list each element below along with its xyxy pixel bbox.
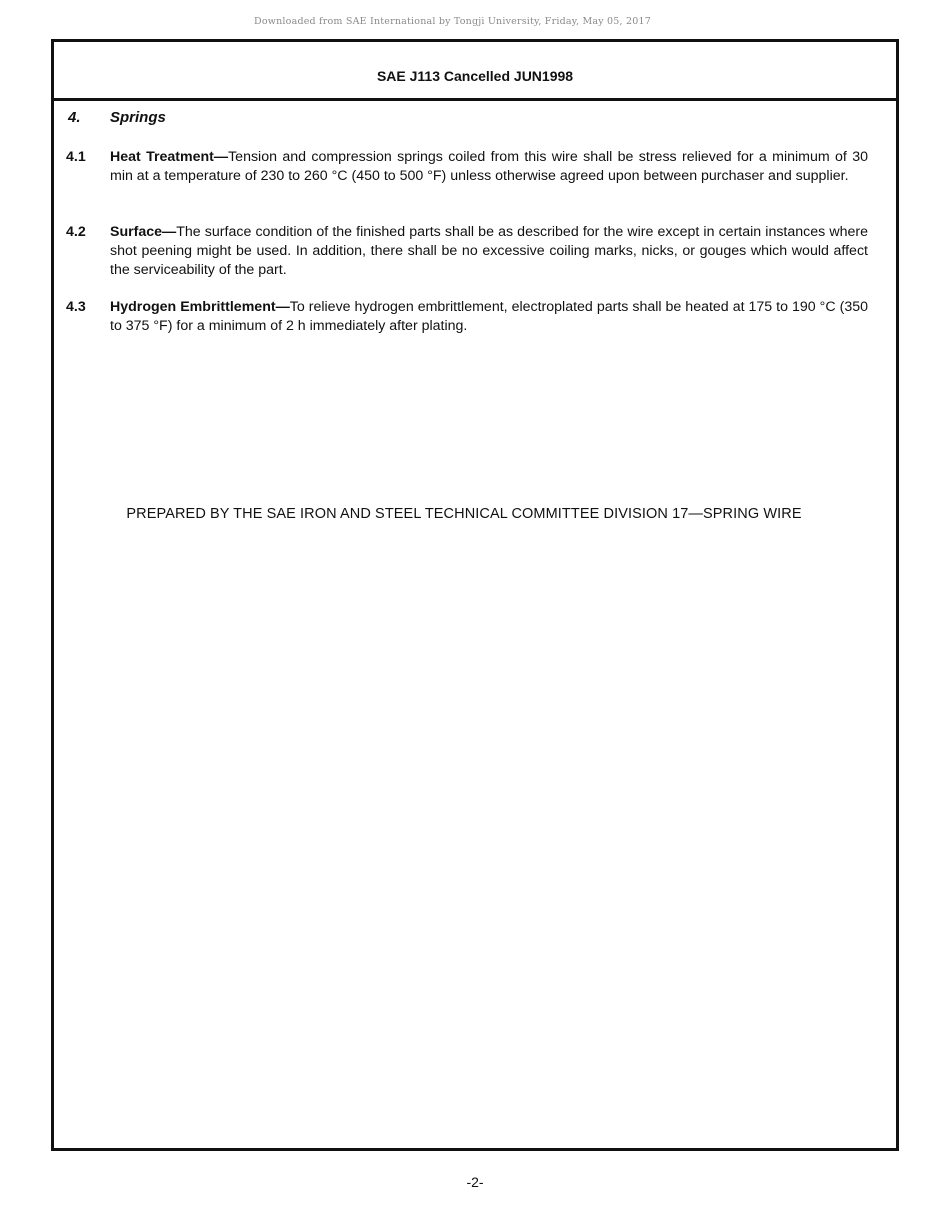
clause-number: 4.3 (66, 299, 86, 315)
clause-surface (66, 223, 868, 279)
clause-hydrogen-embrittlement (66, 298, 868, 336)
clause-number: 4.1 (66, 149, 86, 165)
section-number: 4. (68, 109, 81, 126)
clause-text: To relieve hydrogen embrittlement, electroplated parts shall be heated at 175 to 190 °C (350 to 375 °F) for a minimum of 2 h immediately after plating. (110, 299, 868, 334)
clause-term: Hydrogen Embrittlement— (110, 299, 290, 315)
clause-heat-treatment (66, 148, 868, 186)
page-frame (51, 39, 899, 1151)
section-title: Springs (110, 109, 166, 126)
clause-body (110, 148, 868, 186)
clause-number: 4.2 (66, 224, 86, 240)
document-title: SAE J113 Cancelled JUN1998 (376, 68, 574, 84)
clause-text: Tension and compression springs coiled from this wire shall be stress relieved for a minimum of 30 min at a temperature of 230 to 260 °C (450 to 500 °F) unless otherwise agreed upon between purchaser and supplier. (110, 149, 868, 184)
download-watermark: Downloaded from SAE International by Tongji University, Friday, May 05, 2017 (254, 16, 651, 27)
clause-text: The surface condition of the finished parts shall be as described for the wire except in certain instances where shot peening might be used. In addition, there shall be no excessive coiling marks, nicks, or gouges which would affect the serviceability of the part. (110, 224, 868, 278)
clause-term: Heat Treatment— (110, 149, 229, 165)
clause-body (110, 298, 868, 336)
clause-body (110, 223, 868, 279)
prepared-by-statement: PREPARED BY THE SAE IRON AND STEEL TECHNICAL COMMITTEE DIVISION 17—SPRING WIRE (126, 506, 802, 522)
section-heading (68, 109, 166, 126)
clause-term: Surface— (110, 224, 177, 240)
page-number: -2- (466, 1174, 484, 1190)
document-header (54, 42, 896, 101)
